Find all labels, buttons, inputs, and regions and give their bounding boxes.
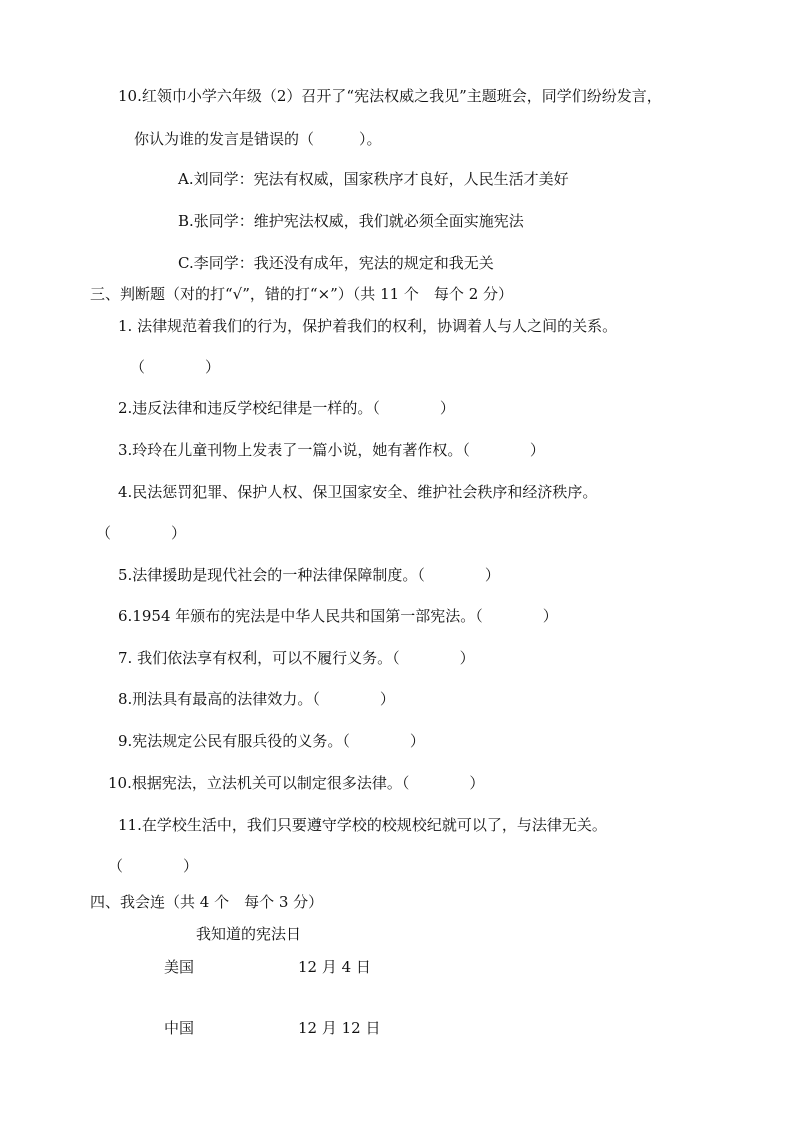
section4-subtitle: 我知道的宪法日 bbox=[196, 925, 302, 943]
judge-item-11-blank: （ ） bbox=[108, 857, 199, 875]
match-country-1: 美国 bbox=[164, 958, 195, 976]
judge-item-2: 2.违反法律和违反学校纪律是一样的。（ ） bbox=[118, 399, 455, 417]
judge-item-4: 4.民法惩罚犯罪、保护人权、保卫国家安全、维护社会秩序和经济秩序。 bbox=[118, 483, 598, 501]
section3-heading: 三、判断题（对的打“√”，错的打“×”）（共 11 个 每个 2 分） bbox=[90, 285, 514, 303]
judge-item-4-blank: （ ） bbox=[96, 524, 187, 542]
q10-option-b: B.张同学：维护宪法权威，我们就必须全面实施宪法 bbox=[178, 212, 524, 230]
judge-item-7: 7. 我们依法享有权利，可以不履行义务。（ ） bbox=[118, 649, 475, 667]
judge-item-6: 6.1954 年颁布的宪法是中华人民共和国第一部宪法。（ ） bbox=[118, 607, 558, 625]
judge-item-8: 8.刑法具有最高的法律效力。（ ） bbox=[118, 690, 395, 708]
judge-item-1: 1. 法律规范着我们的行为，保护着我们的权利，协调着人与人之间的关系。 bbox=[118, 317, 618, 335]
q10-stem-line-1: 10.红领巾小学六年级（2）召开了“宪法权威之我见”主题班会，同学们纷纷发言， bbox=[118, 87, 662, 105]
match-date-2: 12 月 12 日 bbox=[298, 1019, 381, 1037]
judge-item-5: 5.法律援助是现代社会的一种法律保障制度。（ ） bbox=[118, 566, 500, 584]
q10-stem-line-2: 你认为谁的发言是错误的（ ）。 bbox=[134, 130, 382, 148]
judge-item-1-blank: （ ） bbox=[130, 358, 221, 376]
q10-option-a: A.刘同学：宪法有权威，国家秩序才良好，人民生活才美好 bbox=[178, 170, 569, 188]
q10-option-c: C.李同学：我还没有成年，宪法的规定和我无关 bbox=[178, 254, 494, 272]
match-date-1: 12 月 4 日 bbox=[298, 958, 371, 976]
judge-item-10: 10.根据宪法，立法机关可以制定很多法律。（ ） bbox=[108, 774, 485, 792]
judge-item-11: 11.在学校生活中，我们只要遵守学校的校规校纪就可以了，与法律无关。 bbox=[118, 816, 607, 834]
judge-item-9: 9.宪法规定公民有服兵役的义务。（ ） bbox=[118, 732, 425, 750]
section4-heading: 四、我会连（共 4 个 每个 3 分） bbox=[90, 893, 324, 911]
judge-item-3: 3.玲玲在儿童刊物上发表了一篇小说，她有著作权。（ ） bbox=[118, 441, 545, 459]
match-country-2: 中国 bbox=[164, 1019, 195, 1037]
